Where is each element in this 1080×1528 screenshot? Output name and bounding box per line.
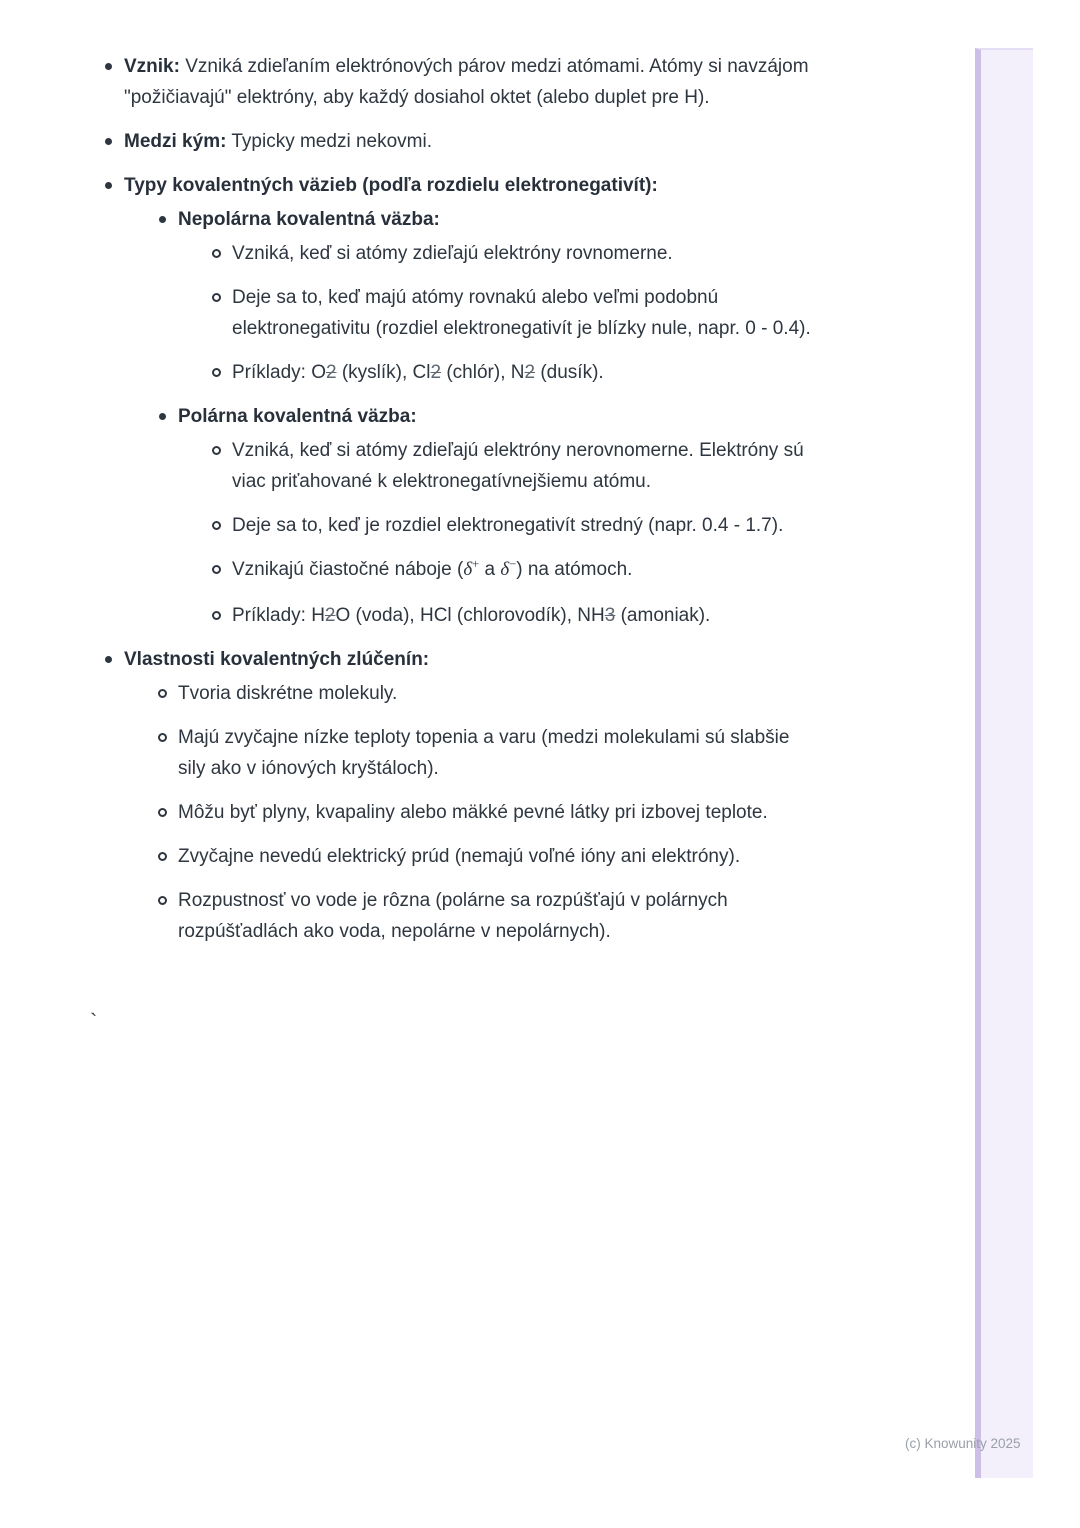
list-item [211, 357, 818, 388]
text-segment: − [509, 557, 517, 571]
bullet-list [157, 678, 818, 947]
list-item [157, 678, 818, 709]
text-segment: Deje sa to, keď majú atómy rovnakú alebo veľmi podobnú elektronegativitu (rozdiel elektronegativít je blízky nule, napr. 0 - 0.4). [232, 287, 811, 339]
list-item [211, 282, 818, 344]
list-item [157, 204, 818, 388]
text-segment: Môžu byť plyny, kvapaliny alebo mäkké pevné látky pri izbovej teplote. [178, 802, 768, 823]
list-item [103, 170, 818, 631]
text-segment: ) na atómoch. [516, 559, 633, 580]
list-item [211, 238, 818, 269]
list-item [211, 554, 818, 587]
text-segment: 2 [325, 362, 337, 383]
text-segment: (amoniak). [615, 605, 711, 626]
text-segment: δ [463, 559, 473, 580]
text-segment: Polárna kovalentná väzba: [178, 406, 417, 427]
text-segment: (kyslík), Cl [336, 362, 431, 383]
list-item [103, 126, 818, 157]
list-item [157, 722, 818, 784]
text-segment: Typicky medzi nekovmi. [226, 131, 432, 152]
text-segment: Príklady: H [232, 605, 325, 626]
text-segment: Rozpustnosť vo vode je rôzna (polárne sa rozpúšťajú v polárnych rozpúšťadlách ako voda, nepolárne v nepolárnych). [178, 890, 728, 942]
text-segment: 2 [524, 362, 536, 383]
bullet-list [103, 51, 818, 947]
text-segment: Vzniká zdieľaním elektrónových párov medzi atómami. Atómy si navzájom "požičiavajú" elektróny, aby každý dosiahol oktet (alebo duplet pre H). [124, 56, 809, 108]
text-segment: 3 [604, 605, 616, 626]
bullet-list [157, 204, 818, 631]
bullet-list [211, 435, 818, 631]
text-segment: Tvoria diskrétne molekuly. [178, 683, 398, 704]
text-segment: (dusík). [535, 362, 604, 383]
list-item [211, 510, 818, 541]
text-segment: + [472, 557, 480, 571]
text-segment: Typy kovalentných väzieb (podľa rozdielu elektronegativít): [124, 175, 658, 196]
text-segment: δ [500, 559, 510, 580]
text-segment: 2 [430, 362, 442, 383]
list-item [211, 600, 818, 631]
text-segment: Medzi kým: [124, 131, 227, 152]
list-item [157, 885, 818, 947]
text-segment: 2 [324, 605, 336, 626]
list-item [103, 51, 818, 113]
stray-backtick: ` [90, 1009, 98, 1034]
text-segment: O (voda), HCl (chlorovodík), NH [335, 605, 605, 626]
text-segment: Deje sa to, keď je rozdiel elektronegativít stredný (napr. 0.4 - 1.7). [232, 515, 784, 536]
text-segment: Zvyčajne nevedú elektrický prúd (nemajú voľné ióny ani elektróny). [178, 846, 741, 867]
text-segment: Nepolárna kovalentná väzba: [178, 209, 440, 230]
bullet-list [211, 238, 818, 388]
text-segment: Majú zvyčajne nízke teploty topenia a varu (medzi molekulami sú slabšie sily ako v iónových kryštáloch). [178, 727, 790, 779]
text-segment: Príklady: O [232, 362, 326, 383]
text-segment: Vlastnosti kovalentných zlúčenín: [124, 649, 430, 670]
text-segment: a [479, 559, 501, 580]
list-item [157, 401, 818, 631]
text-segment: (chlór), N [441, 362, 525, 383]
notes-list [103, 51, 818, 947]
notes-content [103, 51, 818, 960]
list-item [211, 435, 818, 497]
text-segment: Vzniká, keď si atómy zdieľajú elektróny rovnomerne. [232, 243, 673, 264]
text-segment: Vznik: [124, 56, 180, 77]
list-item [157, 797, 818, 828]
text-segment: Vzniká, keď si atómy zdieľajú elektróny nerovnomerne. Elektróny sú viac priťahované k elektronegatívnejšiemu atómu. [232, 440, 804, 492]
highlight-stripe [975, 48, 1033, 1478]
list-item [157, 841, 818, 872]
copyright-watermark: (c) Knowunity 2025 [905, 1436, 1021, 1451]
list-item [103, 644, 818, 947]
text-segment: Vznikajú čiastočné náboje ( [232, 559, 464, 580]
